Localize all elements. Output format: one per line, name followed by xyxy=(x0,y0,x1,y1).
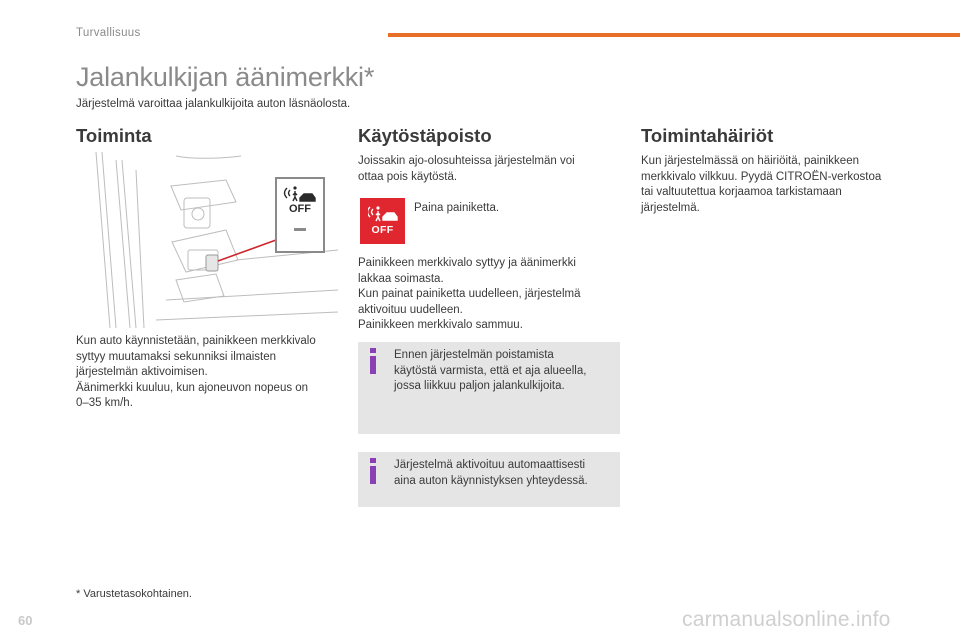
info-box-warning xyxy=(358,342,620,434)
footnote: * Varustetasokohtainen. xyxy=(76,588,192,600)
header-accent-bar xyxy=(388,33,960,37)
dashboard-illustration xyxy=(76,150,338,330)
pedestrian-sound-icon xyxy=(368,205,398,223)
pedestrian-alert-off-button-icon xyxy=(360,198,405,244)
section-label: Turvallisuus xyxy=(76,27,141,39)
watermark: carmanualsonline.info xyxy=(682,608,891,631)
page-number: 60 xyxy=(18,613,33,628)
deactivation-intro: Joissakin ajo-olosuhteissa järjestelmän voi ottaa pois käytöstä. xyxy=(358,155,575,183)
info-box-text: Ennen järjestelmän poistamista käytöstä varmista, että et aja alueella, jossa liikkuu paljon jalankulkijoita. xyxy=(394,349,587,393)
heading-operation: Toiminta xyxy=(76,125,152,146)
info-box-text: Järjestelmä aktivoituu automaattisesti aina auton käynnistyksen yhteydessä. xyxy=(394,459,588,487)
info-icon xyxy=(368,348,378,374)
page-subtitle: Järjestelmä varoittaa jalankulkijoita auton läsnäolosta. xyxy=(76,98,351,110)
illustration-off-label: OFF xyxy=(289,203,311,215)
deactivation-result: Painikkeen merkkivalo syttyy ja äänimerkki lakkaa soimasta. Kun painat painiketta uudelleen, järjestelmä aktivoituu uudelleen. Painikkeen merkkivalo sammuu. xyxy=(358,257,581,332)
heading-deactivation: Käytöstäpoisto xyxy=(358,125,492,146)
press-button-text: Paina painiketta. xyxy=(414,202,500,214)
heading-malfunctions: Toimintahäiriöt xyxy=(641,125,774,146)
malfunctions-text: Kun järjestelmässä on häiriöitä, painikkeen merkkivalo vilkkuu. Pyydä CITROËN-verkostoa tai valtuutettua korjaamoa tarkistamaan järjestelmä. xyxy=(641,155,882,214)
button-off-label: OFF xyxy=(371,224,394,236)
info-icon xyxy=(368,458,378,484)
info-box-auto-activation xyxy=(358,452,620,507)
page-title: Jalankulkijan äänimerkki* xyxy=(76,62,375,92)
operation-text: Kun auto käynnistetään, painikkeen merkkivalo syttyy muutamaksi sekunniksi ilmaisten järjestelmän aktivoimisen. Äänimerkki kuuluu, kun ajoneuvon nopeus on 0–35 km/h. xyxy=(76,335,316,410)
